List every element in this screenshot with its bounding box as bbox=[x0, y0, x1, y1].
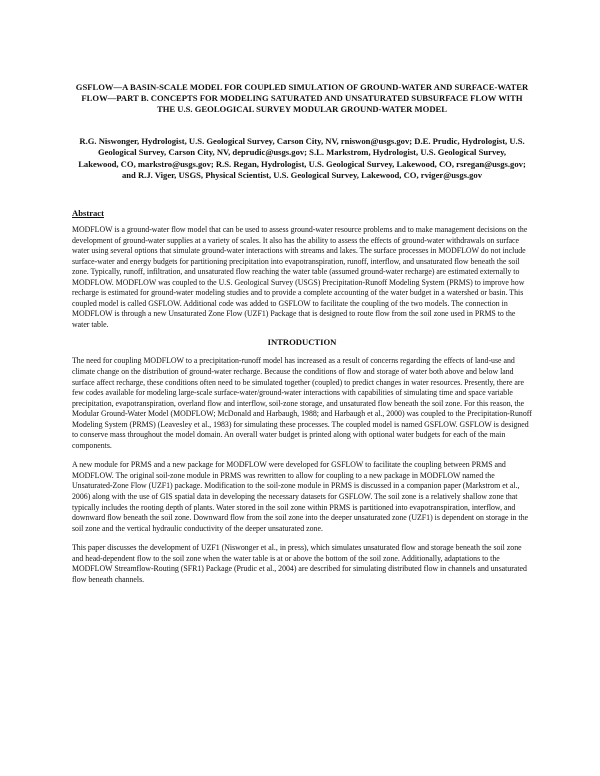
abstract-paragraph: MODFLOW is a ground-water flow model that can be used to assess ground-water resource problems and to make management decisions on the development of ground-water supplies at a variety of scales. It also has the ability to assess the effects of ground-water withdrawals on surface water using several options that simulate ground-water interactions with streams and lakes. The surface processes in MODFLOW do not include surface-water and energy budgets for partitioning precipitation into evapotranspiration, runoff, interflow, and unsaturated flow beneath the soil zone. Typically, runoff, infiltration, and unsaturated flow reaching the water table (assumed ground-water recharge) are estimated externally to MODFLOW. MODFLOW was coupled to the U.S. Geological Survey (USGS) Precipitation-Runoff Modeling System (PRMS) to improve how recharge is estimated for ground-water modeling studies and to provide a complete accounting of the water budget in a watershed or basin. This coupled model is called GSFLOW. Additional code was added to GSFLOW to facilitate the coupling of the two models. The connection in MODFLOW is through a new Unsaturated Zone Flow (UZF1) Package that is designed to route flow from the soil zone used in PRMS to the water table. bbox=[72, 224, 528, 329]
introduction-heading: INTRODUCTION bbox=[267, 337, 337, 348]
intro-paragraph-2: A new module for PRMS and a new package for MODFLOW were developed for GSFLOW to facilitate the coupling between PRMS and MODFLOW. The original soil-zone module in PRMS was rewritten to allow for coupling to a new package in MODFLOW named the Unsaturated-Zone Flow (UZF1) package. Modification to the soil-zone module in PRMS is discussed in a companion paper (Markstrom et al., 2006) along with the use of GIS spatial data in developing the necessary datasets for GSFLOW. The soil zone is a relatively shallow zone that typically includes the rooting depth of plants. Water stored in the soil zone within PRMS is partitioned into evapotranspiration, interflow, and downward flow beneath the soil zone. Downward flow from the soil zone into the deeper unsaturated zone (UZF1) is dependent on storage in the soil zone and the vertical hydraulic conductivity of the deeper unsaturated zone. bbox=[72, 460, 529, 533]
abstract-heading: Abstract bbox=[72, 207, 104, 218]
intro-paragraph-3: This paper discusses the development of UZF1 (Niswonger et al., in press), which simulates unsaturated flow and storage beneath the soil zone and head-dependent flow to the soil zone when the water table is at or above the bottom of the soil zone. Additionally, adaptations to the MODFLOW Streamflow-Routing (SFR1) Package (Prudic et al., 2004) are described for simulating distributed flow in channels and unsaturated flow beneath channels. bbox=[72, 543, 527, 584]
author-list: R.G. Niswonger, Hydrologist, U.S. Geological Survey, Carson City, NV, rniswon@usgs.gov; D.E. Prudic, Hydrologist, U.S. Geological Survey, Carson City, NV, deprudic@usgs.gov; S.L. Markstrom, Hydrologist, U.S. Geological Survey, Lakewood, CO, markstro@usgs.gov; R.S. Regan, Hydrologist, U.S. Geological Survey, Lakewood, CO, rsregan@usgs.gov; and R.J. Viger, USGS, Physical Scientist, U.S. Geological Survey, Lakewood, CO, rviger@usgs.gov bbox=[78, 135, 526, 181]
intro-paragraph-1: The need for coupling MODFLOW to a precipitation-runoff model has increased as a result of concerns regarding the effects of land-use and climate change on the distribution of ground-water recharge. Because the conditions of flow and storage of water both above and below land surface affect recharge, these conditions often need to be simulated together (coupled) to predict changes in water resources. Presently, there are few codes available for modeling large-scale surface-water/ground-water interactions with capabilities of simulating time and space variable precipitation, evapotranspiration, overland flow and interflow, soil-zone storage, and unsaturated flow beneath the soil zone. For this reason, the Modular Ground-Water Model (MODFLOW; McDonald and Harbaugh, 1988; and Harbaugh et al., 2000) was coupled to the Precipitation-Runoff Modeling System (PRMS) (Leavesley et al., 1983) for simulating these processes. The coupled model is named GSFLOW. GSFLOW is designed to conserve mass throughout the model domain. An overall water budget is printed along with optional water budgets for each of the main components. bbox=[72, 356, 532, 450]
paper-title: GSFLOW—A BASIN-SCALE MODEL FOR COUPLED SIMULATION OF GROUND-WATER AND SURFACE-WATER FLOW—PART B. CONCEPTS FOR MODELING SATURATED AND UNSATURATED SUBSURFACE FLOW WITH THE U.S. GEOLOGICAL SURVEY MODULAR GROUND-WATER MODEL bbox=[75, 82, 529, 115]
